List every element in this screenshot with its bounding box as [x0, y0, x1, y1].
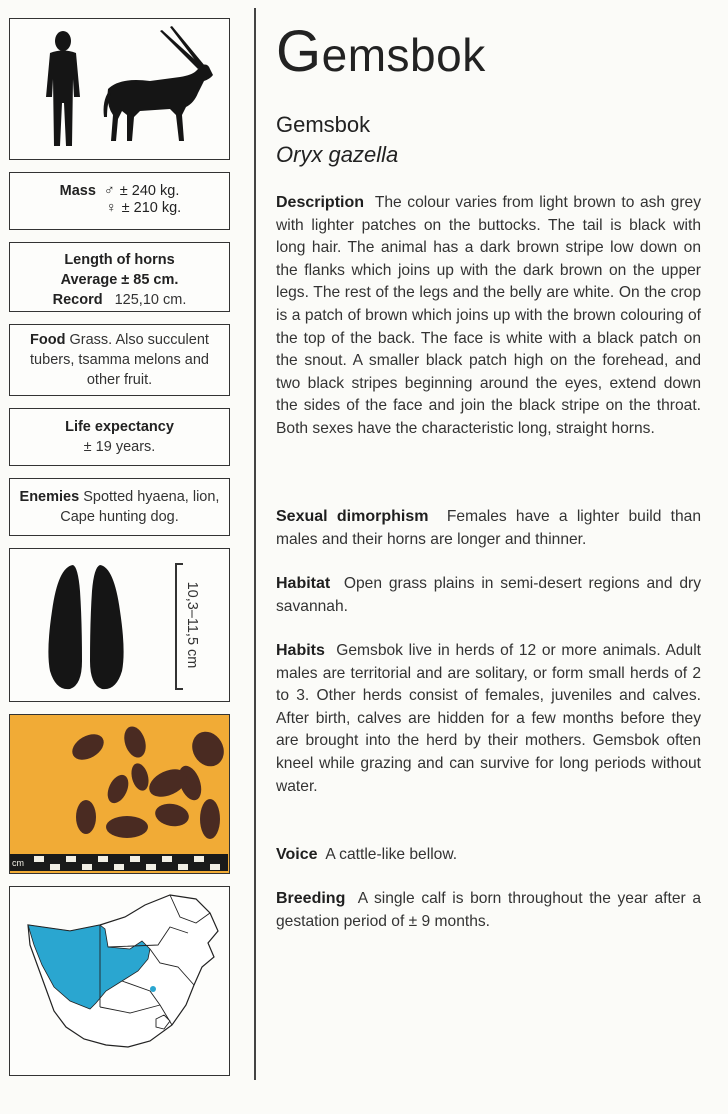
mass-label: Mass: [59, 183, 96, 199]
section-text: Females have a lighter build than males and their horns are longer and thinner.: [276, 508, 702, 548]
gemsbok-silhouette-icon: [104, 26, 213, 141]
title-rest: emsbok: [321, 29, 486, 81]
mass-box: [9, 172, 230, 230]
spoor-box: [9, 548, 230, 702]
section-heading: Breeding: [276, 890, 346, 907]
dung-box: [9, 714, 230, 874]
spoor-scale-line: [175, 563, 177, 689]
page-title: [276, 18, 486, 85]
section-description: [276, 192, 701, 441]
life-expectancy-value: ± 19 years.: [83, 439, 156, 455]
life-expectancy-box: [9, 408, 230, 466]
title-initial: G: [276, 19, 322, 84]
spoor-measure-label: 10,3–11,5 cm: [184, 581, 200, 669]
horns-label: Length of horns: [64, 252, 175, 268]
male-symbol: ♂: [103, 183, 115, 199]
mass-male-value: ± 240 kg.: [119, 183, 180, 199]
section-habits: [276, 640, 701, 798]
spoor-scale-tick-top: [175, 563, 183, 565]
dung-pellets-image: [10, 715, 228, 871]
food-box: [9, 324, 230, 396]
silhouette-box: [9, 18, 230, 160]
horns-record-label: Record: [52, 292, 103, 308]
section-text: Gemsbok live in herds of 12 or more animals. Adult males are territorial and are solitary, or form small herds of 2 to 3. Other herds consist of females, juveniles and calves. After birth, calves are hidden for a few months before they are brought into the herd by their mothers. Gemsbok often kneel while grazing and can survive for long periods without water.: [276, 642, 701, 795]
size-comparison-silhouette: [10, 19, 228, 157]
life-expectancy-label: Life expectancy: [65, 419, 174, 435]
section-heading: Habits: [276, 642, 325, 659]
female-symbol: ♀: [105, 200, 117, 216]
section-text: Open grass plains in semi-desert regions and dry savannah.: [276, 575, 702, 615]
horns-average: Average ± 85 cm.: [60, 272, 179, 288]
scientific-name: Oryx gazella: [276, 142, 399, 167]
spoor-scale-tick-bottom: [175, 688, 183, 690]
mass-female-value: ± 210 kg.: [121, 200, 182, 216]
section-heading: Voice: [276, 846, 318, 863]
ruler-label: cm: [12, 858, 24, 868]
spoor-print-icon: [28, 551, 168, 701]
section-habitat: [276, 573, 701, 618]
distribution-map: [10, 887, 228, 1073]
common-name: Gemsbok: [276, 112, 371, 137]
human-silhouette-icon: [46, 31, 80, 146]
enemies-text: Spotted hyaena, lion, Cape hunting dog.: [60, 489, 220, 525]
food-text: Grass. Also succulent tubers, tsamma melons and other fruit.: [30, 332, 209, 388]
section-heading: Sexual dimorphism: [276, 508, 429, 525]
section-breeding: [276, 888, 701, 933]
enemies-label: Enemies: [19, 489, 80, 505]
section-sexual-dimorphism: [276, 506, 701, 551]
section-heading: Habitat: [276, 575, 331, 592]
section-text: A cattle-like bellow.: [325, 846, 458, 863]
section-text: The colour varies from light brown to ash grey with lighter patches on the buttocks. The tail is black with long hair. The animal has a dark brown stripe low down on the flanks which joins up with the dark brown on the upper legs. The rest of the legs and the belly are white. On the crop is a patch of brown which joins up with the brown colouring of the top of the back. The face is white with a black patch on the snout. A smaller black patch high on the forehead, and two black stripes beginning around the eyes, extend down the sides of the face and join the black stripe on the throat. Both sexes have the characteristic long, straight horns.: [276, 194, 701, 437]
column-divider: [254, 8, 256, 1080]
enemies-box: [9, 478, 230, 536]
section-text: A single calf is born throughout the year after a gestation period of ± 9 months.: [276, 890, 701, 930]
food-label: Food: [30, 332, 66, 348]
section-voice: [276, 844, 701, 867]
section-heading: Description: [276, 194, 365, 211]
horns-record-value: 125,10 cm.: [114, 292, 187, 308]
horns-box: [9, 242, 230, 312]
distribution-map-box: [9, 886, 230, 1076]
